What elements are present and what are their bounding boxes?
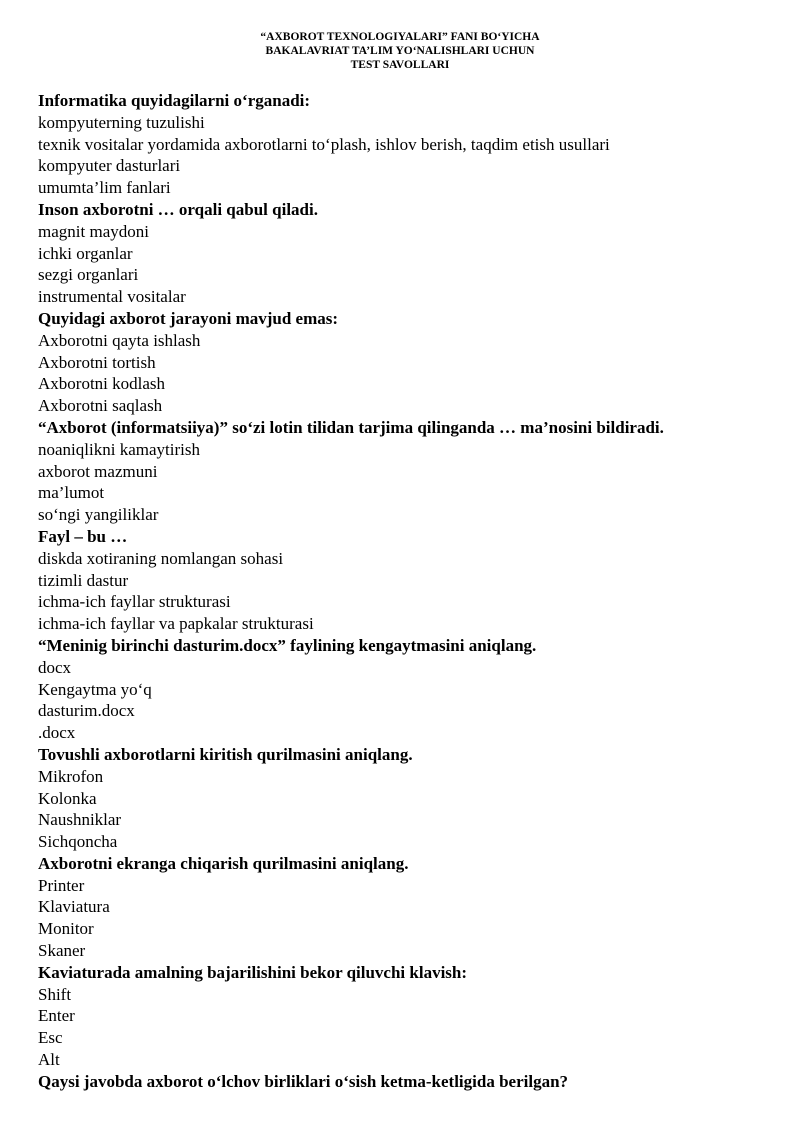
header-line-1: “AXBOROT TEXNOLOGIYALARI” FANI BO‘YICHA — [260, 31, 540, 43]
answer-option: noaniqlikni kamaytirish — [38, 439, 200, 459]
question-text: Inson axborotni … orqali qabul qiladi. — [38, 199, 318, 219]
question-block — [38, 90, 778, 199]
question-block — [38, 199, 778, 308]
question-block — [38, 526, 778, 635]
answer-option: ichma-ich fayllar strukturasi — [38, 592, 231, 612]
answer-option: so‘ngi yangiliklar — [38, 505, 159, 525]
answer-option: Axborotni qayta ishlash — [38, 330, 201, 350]
answer-option: ichki organlar — [38, 243, 133, 263]
question-text: Quyidagi axborot jarayoni mavjud emas: — [38, 308, 339, 328]
header-line-2: BAKALAVRIAT TA’LIM YO‘NALISHLARI UCHUN — [265, 45, 535, 57]
answer-option: docx — [38, 657, 72, 677]
answer-option: Alt — [38, 1050, 60, 1070]
questions-list — [38, 90, 778, 1093]
answer-option: ma’lumot — [38, 483, 105, 503]
answer-option: Printer — [38, 875, 85, 895]
answer-option: dasturim.docx — [38, 701, 135, 721]
answer-option: Axborotni tortish — [38, 352, 156, 372]
question-text: “Axborot (informatsiiya)” so‘zi lotin tilidan tarjima qilinganda … ma’nosini bildiradi. — [38, 417, 664, 437]
question-text: “Meninig birinchi dasturim.docx” faylining kengaytmasini aniqlang. — [38, 635, 537, 655]
answer-option: kompyuterning tuzulishi — [38, 112, 205, 132]
answer-option: Shift — [38, 984, 72, 1004]
answer-option: diskda xotiraning nomlangan sohasi — [38, 548, 284, 568]
question-block — [38, 853, 778, 962]
header-line-3: TEST SAVOLLARI — [350, 59, 450, 71]
answer-option: .docx — [38, 723, 76, 743]
answer-option: sezgi organlari — [38, 265, 139, 285]
question-text: Qaysi javobda axborot o‘lchov birliklari o‘sish ketma-ketligida berilgan? — [38, 1071, 569, 1091]
answer-option: texnik vositalar yordamida axborotlarni to‘plash, ishlov berish, taqdim etish usullari — [38, 134, 610, 154]
answer-option: instrumental vositalar — [38, 287, 186, 307]
answer-option: umumta’lim fanlari — [38, 178, 171, 198]
answer-option: magnit maydoni — [38, 221, 149, 241]
question-block — [38, 308, 778, 417]
answer-option: Axborotni saqlash — [38, 396, 163, 416]
answer-option: Enter — [38, 1006, 75, 1026]
answer-option: ichma-ich fayllar va papkalar strukturasi — [38, 614, 314, 634]
question-text: Axborotni ekranga chiqarish qurilmasini aniqlang. — [38, 853, 409, 873]
answer-option: Kolonka — [38, 788, 97, 808]
question-block — [38, 417, 778, 526]
question-block — [38, 1071, 778, 1093]
answer-option: Sichqoncha — [38, 832, 118, 852]
answer-option: Kengaytma yo‘q — [38, 679, 152, 699]
answer-option: axborot mazmuni — [38, 461, 158, 481]
document-header — [0, 30, 800, 72]
question-text: Informatika quyidagilarni o‘rganadi: — [38, 91, 311, 110]
question-text: Fayl – bu … — [38, 526, 128, 546]
question-text: Kaviaturada amalning bajarilishini bekor qiluvchi klavish: — [38, 962, 468, 982]
answer-option: Axborotni kodlash — [38, 374, 166, 394]
answer-option: Skaner — [38, 941, 86, 961]
question-text: Tovushli axborotlarni kiritish qurilmasini aniqlang. — [38, 744, 413, 764]
answer-option: Klaviatura — [38, 897, 110, 917]
answer-option: Mikrofon — [38, 766, 104, 786]
answer-option: Naushniklar — [38, 810, 122, 830]
question-block — [38, 635, 778, 744]
answer-option: Monitor — [38, 919, 94, 939]
question-block — [38, 962, 778, 1071]
question-block — [38, 744, 778, 853]
answer-option: tizimli dastur — [38, 570, 129, 590]
answer-option: Esc — [38, 1028, 63, 1048]
answer-option: kompyuter dasturlari — [38, 156, 181, 176]
